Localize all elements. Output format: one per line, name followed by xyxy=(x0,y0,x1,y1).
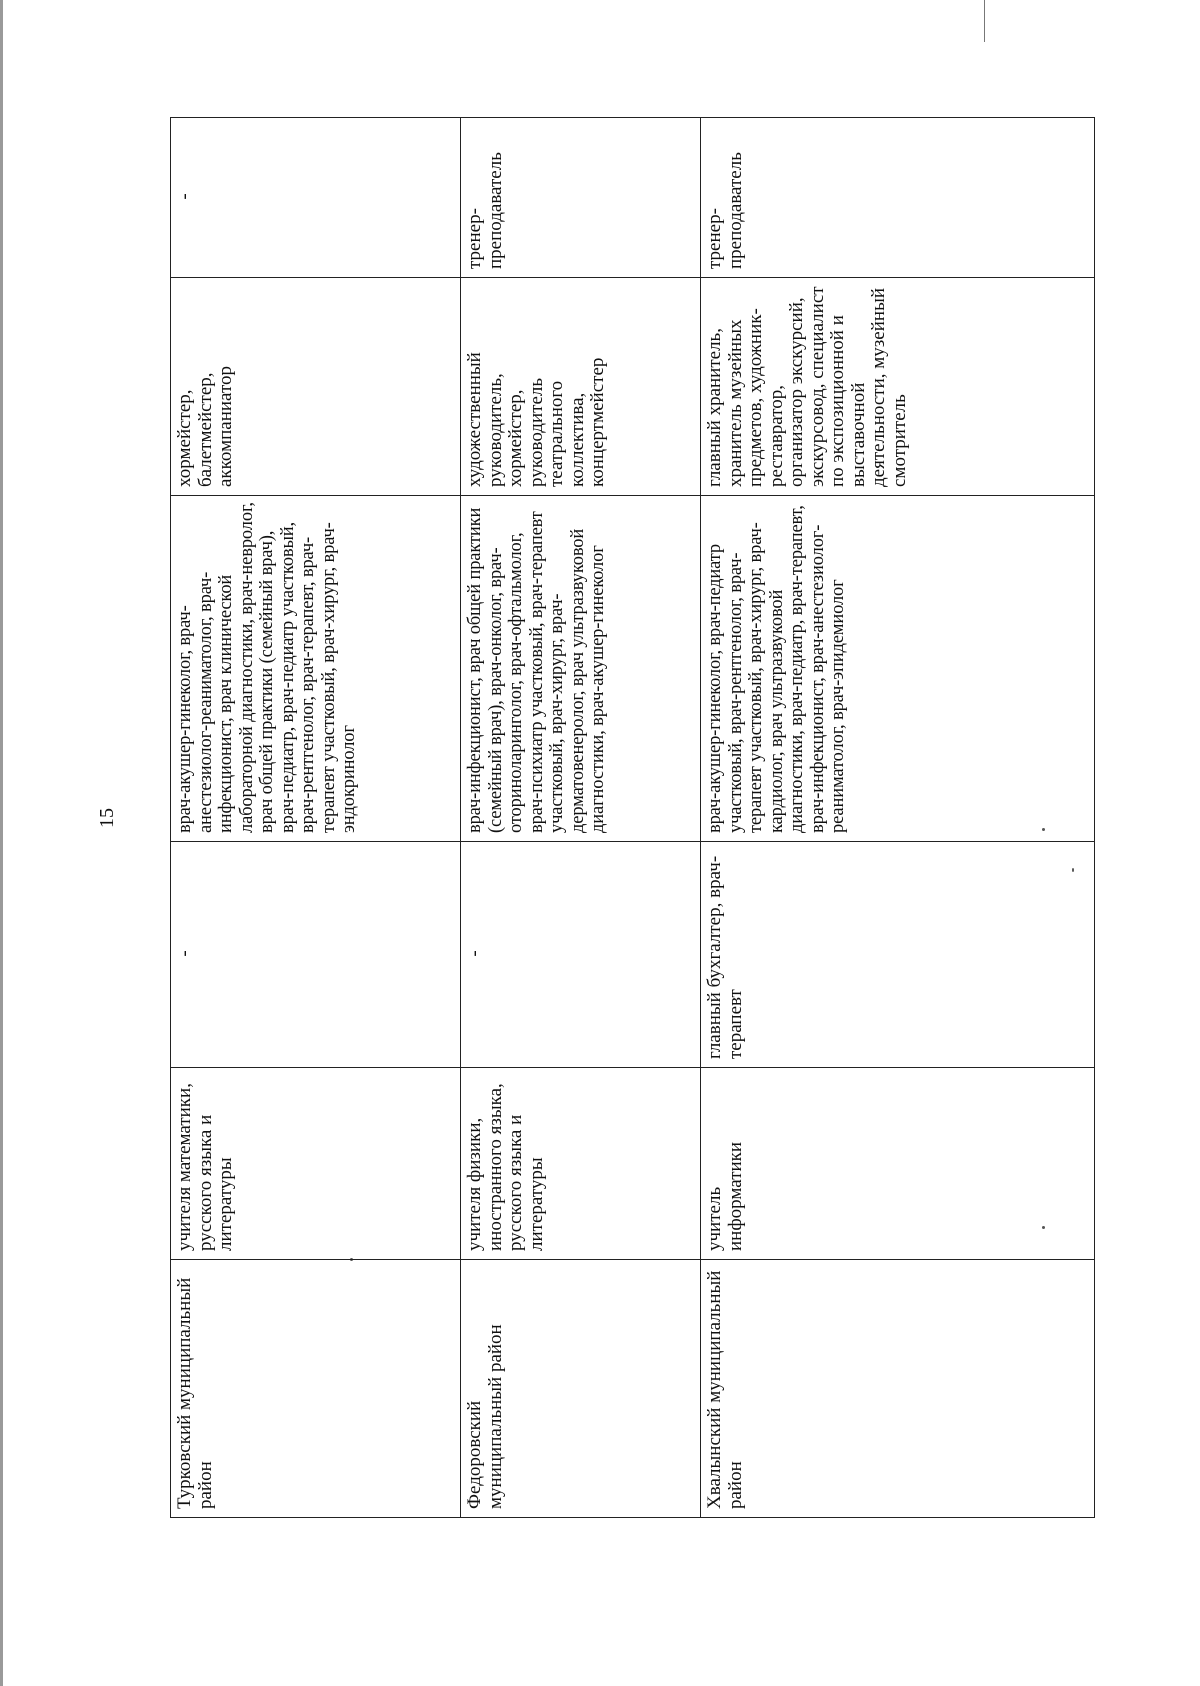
sport-cell: - xyxy=(171,118,461,278)
page-number: 15 xyxy=(96,808,118,828)
table-row xyxy=(171,118,461,1518)
doctors-cell: врач-акушер-гинеколог, врач-педиатр участковый, врач-рентгенолог, врач-терапевт участковый, врач-хирург, врач-кардиолог, врач ультразвуковой диагностики, врач-педиатр, врач-терапевт, врач-инфекционист, врач-анестезиолог-реаниматолог, врач-эпидемиолог xyxy=(701,496,1095,842)
vacancy-table xyxy=(170,117,1095,1518)
table-row xyxy=(461,118,701,1518)
management-cell: - xyxy=(461,842,701,1068)
sport-cell: тренер-преподаватель xyxy=(701,118,1095,278)
doctors-cell: врач-инфекционист, врач общей практики (семейный врач), врач-онколог, врач-оториноларинголог, врач-офтальмолог, врач-психиатр участковый, врач-терапевт участковый, врач-хирург, врач-дерматовенеролог, врач ультразвуковой диагностики, врач-акушер-гинеколог xyxy=(461,496,701,842)
rotated-table-container xyxy=(170,118,1094,1518)
culture-cell: главный хранитель, хранитель музейных предметов, художник-реставратор, организатор экскурсий, экскурсовод, специалист по экспозиционной и выставочной деятельности, музейный смотритель xyxy=(701,278,1095,496)
teachers-cell: учителя математики, русского языка и литературы xyxy=(171,1068,461,1260)
district-cell: Турковский муниципальный район xyxy=(171,1260,461,1518)
table-row xyxy=(701,118,1095,1518)
sport-cell: тренер-преподаватель xyxy=(461,118,701,278)
teachers-cell: учителя физики, иностранного языка, русского языка и литературы xyxy=(461,1068,701,1260)
culture-cell: художественный руководитель, хормейстер, руководитель театрального коллектива, концертмейстер xyxy=(461,278,701,496)
management-cell: главный бухгалтер, врач-терапевт xyxy=(701,842,1095,1068)
scan-mark xyxy=(984,0,985,42)
management-cell: - xyxy=(171,842,461,1068)
district-cell: Федоровский муниципальный район xyxy=(461,1260,701,1518)
doctors-cell: врач-акушер-гинеколог, врач-анестезиолог-реаниматолог, врач-инфекционист, врач клинической лабораторной диагностики, врач-невролог, врач общей практики (семейный врач), врач-педиатр, врач-педиатр участковый, врач-рентгенолог, врач-терапевт, врач-терапевт участковый, врач-хирург, врач-эндокринолог xyxy=(171,496,461,842)
scan-edge xyxy=(0,0,3,1686)
teachers-cell: учитель информатики xyxy=(701,1068,1095,1260)
culture-cell: хормейстер, балетмейстер, аккомпаниатор xyxy=(171,278,461,496)
district-cell: Хвалынский муниципальный район xyxy=(701,1260,1095,1518)
